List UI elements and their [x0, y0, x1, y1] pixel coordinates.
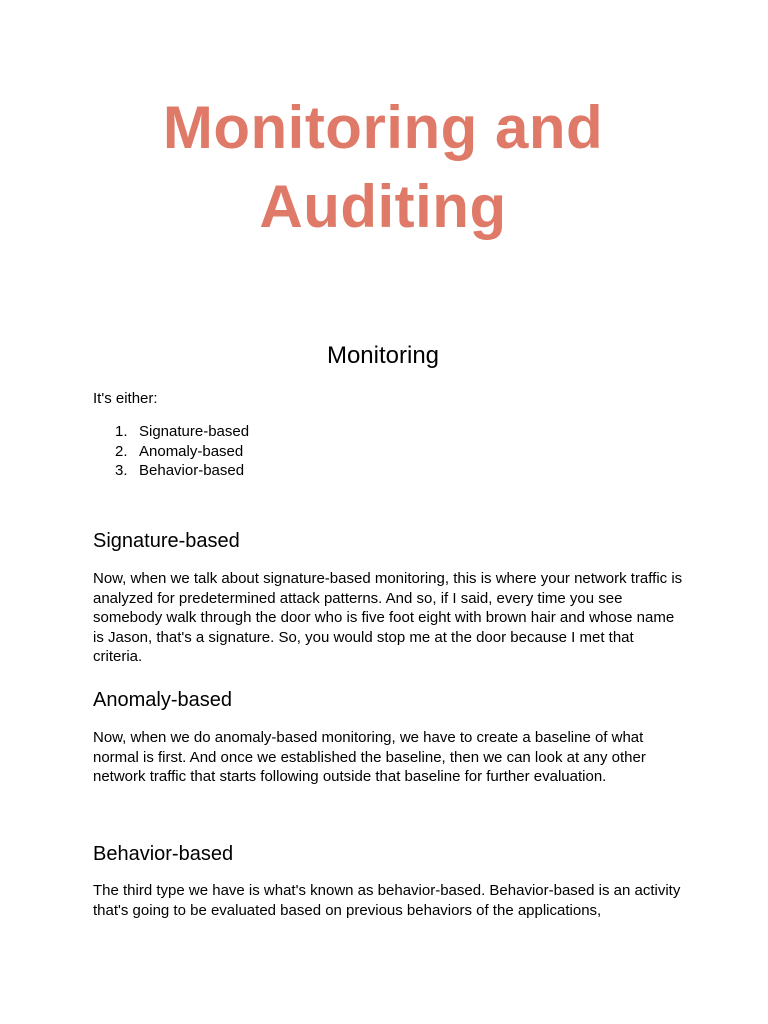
list-item [93, 442, 249, 462]
list-item-label: Signature-based [139, 423, 250, 440]
list-item [93, 422, 249, 442]
list-item-number: 3. [115, 462, 128, 479]
list-item-label: Behavior-based [139, 462, 245, 479]
anomaly-heading: Anomaly-based [93, 689, 232, 711]
behavior-paragraph: The third type we have is what's known as behavior-based. Behavior-based is an activity that's going to be evaluated based on previous behaviors of the applications, [93, 882, 681, 919]
anomaly-paragraph: Now, when we do anomaly-based monitoring, we have to create a baseline of what normal is first. And once we established the baseline, then we can look at any other network traffic that starts following outside that baseline for further evaluation. [93, 729, 646, 785]
list-item-number: 2. [115, 442, 128, 460]
monitoring-types-list [93, 422, 249, 481]
document-title: Monitoring and Auditing [162, 94, 604, 240]
intro-text: It's either: [93, 390, 158, 407]
signature-heading: Signature-based [93, 530, 240, 552]
section-title: Monitoring [326, 342, 440, 369]
behavior-heading: Behavior-based [93, 843, 234, 865]
list-item-number: 1. [115, 423, 128, 440]
list-item [93, 461, 249, 481]
signature-paragraph: Now, when we talk about signature-based monitoring, this is where your network traffic is analyzed for predetermined attack patterns. And so, if I said, every time you see somebody walk through the door who is five foot eight with brown hair and whose name is Jason, that's a signature. So, you would stop me at the door because I met that criteria. [93, 570, 683, 665]
list-item-label: Anomaly-based [139, 442, 244, 460]
